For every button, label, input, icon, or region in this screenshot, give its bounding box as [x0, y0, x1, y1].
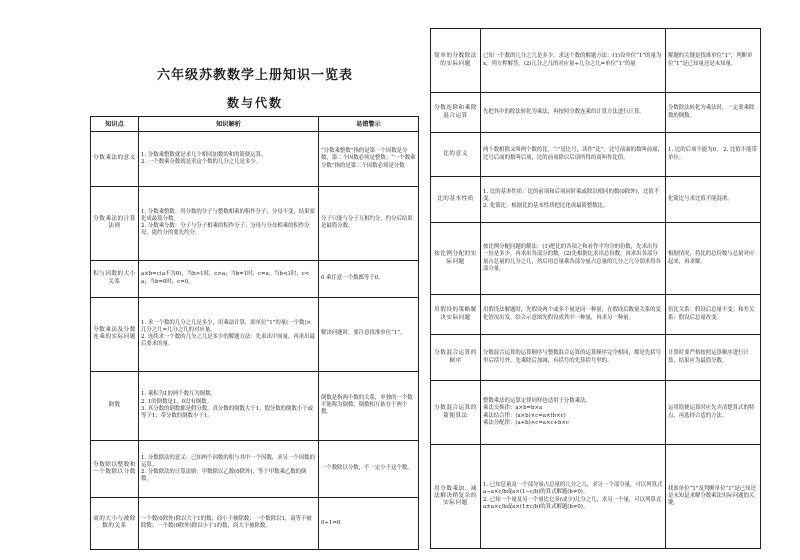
header-warning: 易错警示	[319, 117, 419, 132]
analysis-line: 2. 已知一个量及另一个量比它多(或少)几分之几，求另一个量，可以列算式a±a×c/b或a×(1±c/b)的算式解题(b≠0)。	[483, 496, 662, 510]
analysis-line: 2. 1的倒数是1，0没有倒数。	[141, 398, 213, 405]
analysis-cell	[139, 297, 319, 371]
section-title: 数与代数	[226, 96, 283, 110]
knowledge-point: 比的基本性质	[431, 177, 481, 223]
knowledge-point: 分数乘法的计算法则	[91, 186, 139, 260]
knowledge-point: 积与因数的大小关系	[91, 260, 139, 297]
analysis-line: 2. 分数乘分数：分子与分子相乘的积作分子；分母与分母相乘的积作分母，能约分的要先约分。	[141, 223, 310, 237]
knowledge-point: 分数除以整数和一个数除以分数	[91, 441, 139, 498]
warning-cell: 0÷1=0	[319, 497, 419, 549]
analysis-line: 乘法交换律：a×b=b×a	[483, 405, 543, 412]
knowledge-point: 用假设的策略解决实际问题	[431, 295, 481, 335]
table-row	[91, 441, 419, 498]
analysis-line: a×b=c(a不为0)，当b>1时，c>a；当b=1时，c=a；当b<1时，c<a；当b=0时，c=0。	[141, 271, 310, 285]
warning-cell: “分数乘整数”指的是第一个因数是分数，第二个因数必须是整数；“一个数乘分数”指的是第二个因数必须是分数	[319, 132, 419, 186]
warning-cell: 1. 比的后项不能为0。 2. 比值不能带单位。	[666, 133, 761, 177]
analysis-cell	[139, 497, 319, 549]
analysis-line: 用假设法解题时，先假设两个或多个量是同一种量，在假设后数量关系的变化情况出发，结合示意图先假设成其中一种量，再求另一种量。	[483, 307, 661, 321]
knowledge-point: 简单的分数除法的实际问题	[431, 29, 481, 93]
knowledge-point: 用分数乘加、减法解决稍复杂的实际问题	[431, 445, 481, 549]
warning-cell: 倍比关系：假设后总量不变；和差关系：假设后总量改变。	[666, 295, 761, 335]
analysis-line: 乘法结合律：(a×b)×c=a×(b×c)	[483, 412, 566, 419]
analysis-cell	[139, 441, 319, 498]
analysis-cell	[481, 93, 666, 133]
analysis-line: 3. 真分数的倒数都是假分数，真分数的倒数大于1，假分数的倒数小于或等于1；带分数的倒数小于1。	[141, 405, 314, 420]
analysis-cell	[481, 335, 666, 381]
analysis-cell	[139, 260, 319, 297]
analysis-line: 1. 求一个数的几分之几是多少，用乘法计算，即单位“1”的量(一个数)×几分之几=几分之几的对应量。	[141, 319, 312, 333]
header-knowledge-point: 知识点	[91, 117, 139, 132]
analysis-line: 1. 分数乘整数：用分数的分子与整数相乘的积作分子，分母不变，结果要化成最简分数。	[141, 208, 315, 222]
analysis-line: 乘法分配律：(a+b)×c=a×c+b×c	[483, 419, 570, 426]
analysis-line: 分数混合运算的运算顺序与整数混合运算的运算顺序完全相同，都是先括号里后括号外，先乘除后加减，有括号的先算括号里的。	[483, 350, 661, 364]
analysis-line: 1. 比的基本性质：比的前项和后项同时乘或除以相同的数(0除外)，比值不变。	[483, 188, 660, 202]
warning-cell: 0 乘任意一个数都等于0。	[319, 260, 419, 297]
knowledge-point: 商的大小与被除数的关系	[91, 497, 139, 549]
analysis-line: 两个数相除又叫两个数的比。“:”是比号，读作“比”。比号前面的数叫前项，比号后面的数叫后项，比的前项除以后项所得的商叫作比值。	[483, 147, 663, 161]
table-row	[91, 497, 419, 549]
table-row	[91, 371, 419, 441]
analysis-cell	[139, 132, 319, 186]
analysis-line: 整数乘法的运算定律同样也适用于分数乘法。	[483, 398, 591, 405]
knowledge-point: 分数乘法的意义	[91, 132, 139, 186]
warning-cell: 计算时要严格按照运算顺序进行计算，结果应为最简分数。	[666, 335, 761, 381]
page-title: 六年级苏教数学上册知识一览表	[156, 68, 353, 83]
analysis-line: 1. 分数除法的意义：已知两个因数的积与其中一个因数，求另一个因数的运算。	[141, 454, 315, 468]
analysis-cell	[139, 186, 319, 260]
warning-cell: 根据情况，将比的总份数与总量对应起来，再求解。	[666, 223, 761, 295]
analysis-line: 1. 分数乘整数就是求几个相同加数的和的简便运算。	[141, 151, 267, 158]
table-row	[431, 133, 761, 177]
knowledge-point: 比的意义	[431, 133, 481, 177]
warning-cell: 化简比与求比值不能混淆。	[666, 177, 761, 223]
analysis-line: 一个数(0除外)除以大于1的数，商小于被除数；一个数除以1，商等于被除数；一个数(0除外)除以小于1的数，商大于被除数。	[141, 516, 312, 530]
analysis-cell	[481, 223, 666, 295]
warning-cell: 解题的关键是找准单位“1”，判断单位“1”是已知量还是未知量。	[666, 29, 761, 93]
analysis-cell	[481, 445, 666, 549]
warning-cell: 一个数除以分数，不一定小于这个数。	[319, 441, 419, 498]
analysis-cell	[481, 29, 666, 93]
analysis-cell	[481, 133, 666, 177]
analysis-line: 1. 已知总量及一个部分量占总量的几分之几，求另一个部分量，可以列算式a−a×c/b或a×(1−c/b)的算式解题(b≠0)。	[483, 482, 663, 496]
analysis-cell	[481, 381, 666, 445]
analysis-line: 2. 化简比：根据比的基本性质把比化成最简整数比。	[483, 203, 609, 210]
analysis-line: 按比例分配问题的解法：(1)把比的各项之和看作平均分的份数，先求出每一份是多少，再求出各部分的数。(2)先根据比求出总份数，再求出各部分量占总量的几分之几，然后用总量乘各部分量占总量的几分之几分别求得各部分量。	[483, 244, 661, 272]
analysis-line: 已知一个数的几分之几是多少，求这个数的解题方法：(1)设单位“1”的量为x，列方程解答。(2)几分之几的对应量÷几分之几=单位“1”的量	[483, 53, 662, 67]
warning-cell: 解决问题时，要注意找准单位“1”。	[319, 297, 419, 371]
left-knowledge-table	[90, 116, 419, 550]
table-row	[431, 445, 761, 549]
warning-cell: 运用简便运算时应先弄清楚算式的特点，再选择合适的方法。	[666, 381, 761, 445]
warning-cell: 分子只能与分子互相约分，约分后结果是最简分数。	[319, 186, 419, 260]
knowledge-point: 倒数	[91, 371, 139, 441]
right-knowledge-table	[430, 28, 761, 549]
warning-cell: 找准单位“1”及判断单位“1”是已知还是未知是求解分数乘法实际问题的关键。	[666, 445, 761, 549]
header-analysis: 知识解析	[139, 117, 319, 132]
analysis-line: 1. 乘积为1的两个数互为倒数。	[141, 391, 216, 398]
knowledge-point: 分数连除和乘除混合运算	[431, 93, 481, 133]
table-row	[431, 335, 761, 381]
table-row	[431, 29, 761, 93]
table-row	[91, 260, 419, 297]
analysis-line: 2. 连续求一个数的几分之几是多少的解题方法：先求出中间量，再求出最后要求的量。	[141, 334, 315, 348]
table-row	[431, 295, 761, 335]
table-row	[431, 177, 761, 223]
warning-cell: 倒数是指两个数的关系，单独的一个数不能称为倒数，倒数相互依存于两个数。	[319, 371, 419, 441]
table-row	[91, 297, 419, 371]
analysis-cell	[481, 295, 666, 335]
knowledge-point: 分数乘法及分数连乘的实际问题	[91, 297, 139, 371]
knowledge-point: 分数混合运算的简便算法	[431, 381, 481, 445]
analysis-line: 先把其中的除法转化为乘法，再按照分数连乘的计算方法进行计算。	[483, 108, 645, 115]
knowledge-point: 按比例分配的实际问题	[431, 223, 481, 295]
table-row	[431, 223, 761, 295]
analysis-cell	[139, 371, 319, 441]
analysis-line: 2. 一个数乘分数就是求这个数的几分之几是多少。	[141, 158, 262, 165]
knowledge-point: 分数混合运算的顺序	[431, 335, 481, 381]
table-row	[91, 132, 419, 186]
table-header-row	[91, 117, 419, 132]
table-row	[431, 381, 761, 445]
table-row	[431, 93, 761, 133]
analysis-line: 2. 分数除法的计算法则：甲数除以乙数(0除外)，等于甲数乘乙数的倒数。	[141, 468, 307, 483]
table-row	[91, 186, 419, 260]
analysis-cell	[481, 177, 666, 223]
warning-cell: 分数除法转化为乘法时，一定要乘除数的倒数。	[666, 93, 761, 133]
